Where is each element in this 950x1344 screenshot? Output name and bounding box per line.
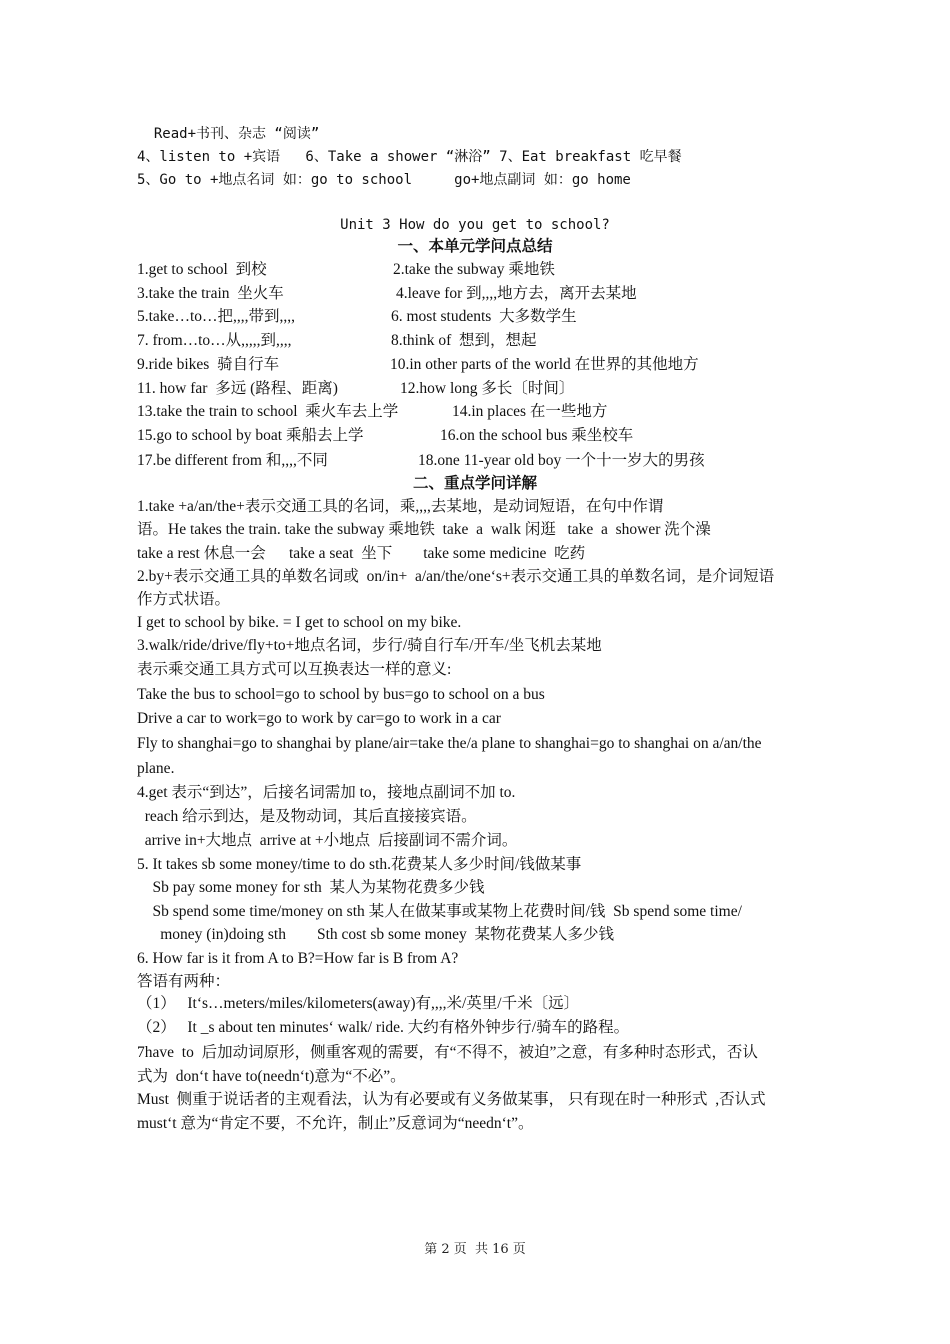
detail-line: 作方式状语。 (137, 591, 231, 608)
summary-item: 17.be different from 和,,,,不同 (137, 452, 328, 469)
detail-line: 表示乘交通工具方式可以互换表达一样的意义: (137, 661, 452, 678)
detail-line: 答语有两种： (137, 973, 231, 990)
detail-line: 3.walk/ride/drive/fly+to+地点名词，步行/骑自行车/开车/坐飞机去某地 (137, 637, 602, 654)
summary-item: 4.leave for 到,,,,地方去，离开去某地 (396, 285, 637, 302)
detail-line: Must 侧重于说话者的主观看法，认为有必要或有义务做某事， 只有现在时一种形式 ,否认式 (137, 1091, 766, 1108)
summary-item: 1.get to school 到校 (137, 261, 267, 278)
summary-item: 5.take…to…把,,,,带到,,,, (137, 308, 295, 325)
detail-line: must‘t 意为“肯定不要，不允许，制止”反意词为“needn‘t”。 (137, 1115, 534, 1132)
detail-line: 6. How far is it from A to B?=How far is B from A? (137, 950, 459, 967)
detail-line: money (in)doing sth Sth cost sb some money 某物花费某人多少钱 (137, 926, 615, 943)
summary-item: 14.in places 在一些地方 (452, 403, 608, 420)
detail-line: 7have to 后加动词原形，侧重客观的需要，有“不得不，被迫”之意，有多种时态形式，否认 (137, 1044, 758, 1061)
detail-line: 4.get 表示“到达”，后接名词需加 to，接地点副词不加 to. (137, 784, 516, 801)
intro-line-3: 5、Go to +地点名词 如：go to school go+地点副词 如：go home (137, 172, 631, 188)
detail-line: （2） It _s about ten minutes‘ walk/ ride. 大约有格外钟步行/骑车的路程。 (137, 1019, 630, 1036)
detail-line: take a rest 休息一会 take a seat 坐下 take some medicine 吃药 (137, 545, 586, 562)
summary-item: 16.on the school bus 乘坐校车 (440, 427, 634, 444)
detail-line: plane. (137, 760, 175, 777)
detail-line: Drive a car to work=go to work by car=go to work in a car (137, 710, 501, 727)
detail-line: Sb pay some money for sth 某人为某物花费多少钱 (137, 879, 485, 896)
detail-line: Take the bus to school=go to school by bus=go to school on a bus (137, 686, 545, 703)
summary-item: 7. from…to…从,,,,,到,,,, (137, 332, 292, 349)
detail-line: 式为 don‘t have to(needn‘t)意为“不必”。 (137, 1068, 406, 1085)
detail-line: arrive in+大地点 arrive at +小地点 后接副词不需介词。 (137, 832, 518, 849)
summary-item: 2.take the subway 乘地铁 (393, 261, 555, 278)
detail-line: 5. It takes sb some money/time to do sth.花费某人多少时间/钱做某事 (137, 856, 582, 873)
detail-line: 2.by+表示交通工具的单数名词或 on/in+ a/an/the/one‘s+表示交通工具的单数名词，是介词短语 (137, 568, 775, 585)
detail-line: reach 给示到达，是及物动词，其后直接接宾语。 (137, 808, 477, 825)
detail-line: 语。He takes the train. take the subway 乘地铁 take a walk 闲逛 take a shower 洗个澡 (137, 521, 711, 538)
detail-line: Sb spend some time/money on sth 某人在做某事或某物上花费时间/钱 Sb spend some time/ (137, 903, 742, 920)
detail-line: 1.take +a/an/the+表示交通工具的名词，乘,,,,去某地，是动词短语，在句中作谓 (137, 498, 664, 515)
summary-item: 3.take the train 坐火车 (137, 285, 284, 302)
detail-line: （1） It‘s…meters/miles/kilometers(away)有,,,,米/英里/千米〔远〕 (137, 995, 580, 1012)
summary-item: 18.one 11-year old boy 一个十一岁大的男孩 (418, 452, 705, 469)
summary-item: 13.take the train to school 乘火车去上学 (137, 403, 399, 420)
summary-item: 15.go to school by boat 乘船去上学 (137, 427, 364, 444)
detail-line: Fly to shanghai=go to shanghai by plane/air=take the/a plane to shanghai=go to shanghai on a/an/the (137, 735, 762, 752)
summary-item: 6. most students 大多数学生 (391, 308, 577, 325)
intro-line-2: 4、listen to +宾语 6、Take a shower “淋浴” 7、Eat breakfast 吃早餐 (137, 149, 682, 165)
summary-item: 8.think of 想到，想起 (391, 332, 537, 349)
summary-item: 11. how far 多远 (路程、距离) (137, 380, 338, 397)
detail-line: I get to school by bike. = I get to school on my bike. (137, 614, 462, 631)
intro-line-1: Read+书刊、杂志 “阅读” (137, 126, 320, 142)
summary-item: 9.ride bikes 骑自行车 (137, 356, 280, 373)
section-2-title: 二、重点学问详解 (412, 475, 537, 492)
section-1-title: 一、本单元学问点总结 (397, 238, 553, 255)
page-footer: 第 2 页 共 16 页 (424, 1242, 526, 1257)
unit-title: Unit 3 How do you get to school? (340, 217, 610, 233)
summary-item: 10.in other parts of the world 在世界的其他地方 (390, 356, 699, 373)
summary-item: 12.how long 多长〔时间〕 (400, 380, 575, 397)
